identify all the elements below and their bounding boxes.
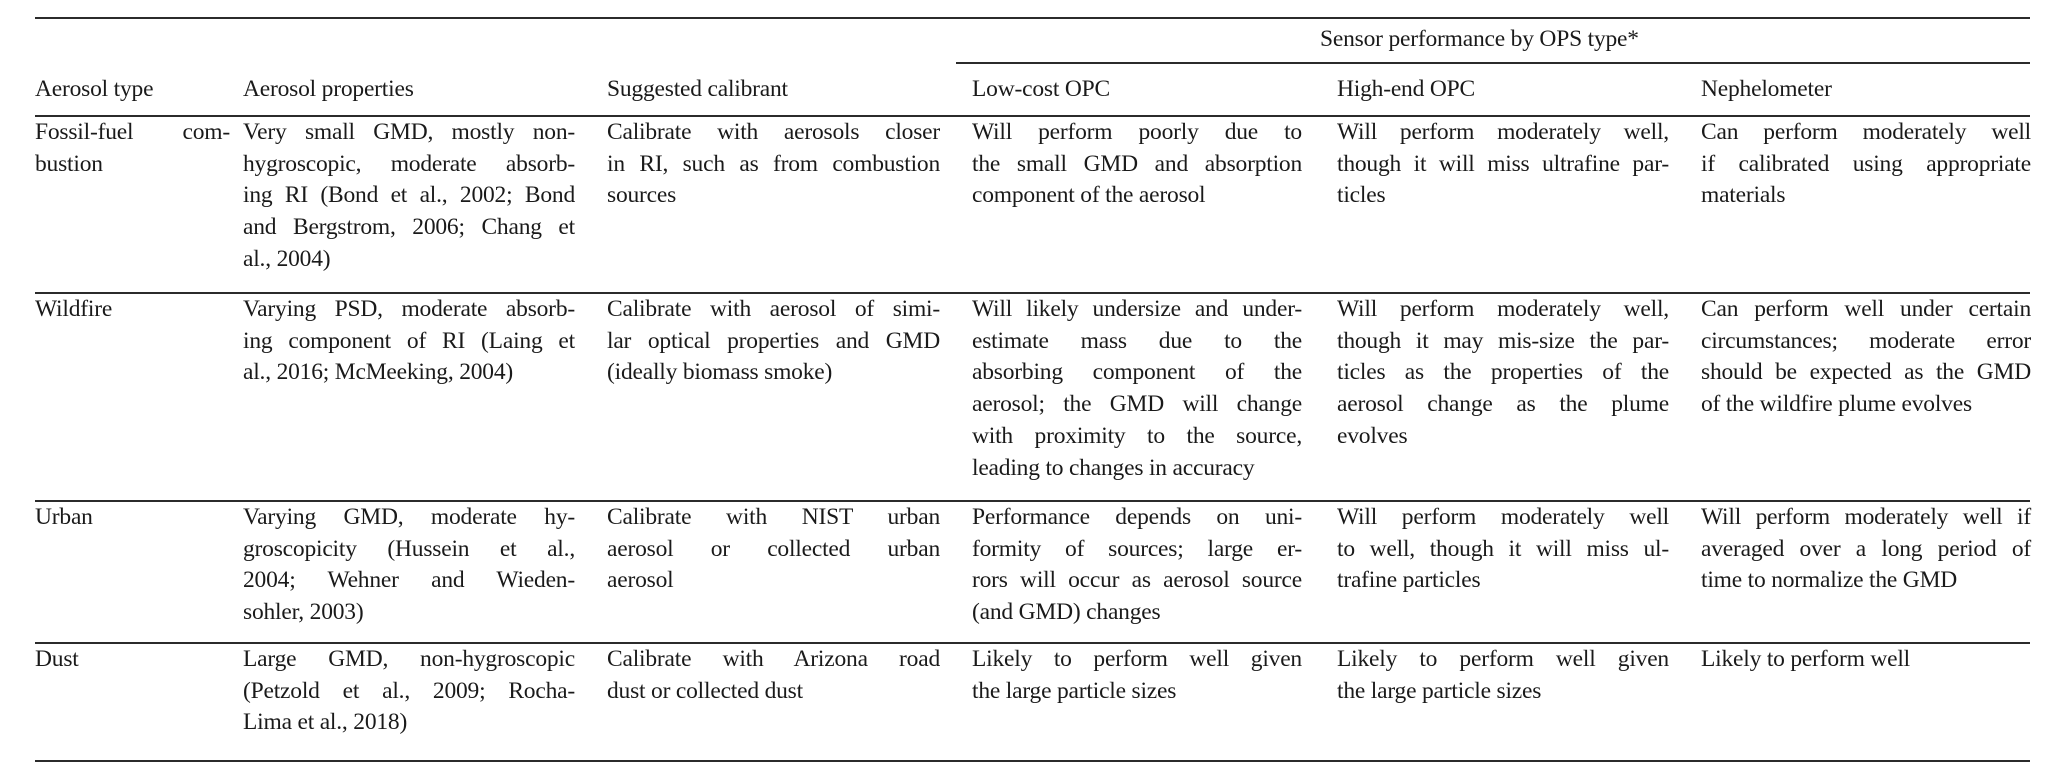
cell-line: in RI, such as from combustion bbox=[607, 150, 940, 177]
cell-line: component of the aerosol bbox=[972, 182, 1206, 209]
cell-line: Calibrate with aerosols closer bbox=[607, 119, 940, 145]
cell-line: of the wildfire plume evolves bbox=[1701, 391, 1972, 418]
cell-line: Can perform moderately well bbox=[1701, 119, 2031, 145]
cell-line: al., 2016; McMeeking, 2004) bbox=[243, 359, 514, 386]
column-header-suggested-calibrant: Suggested calibrant bbox=[607, 76, 788, 102]
cell-line: ticles bbox=[1337, 182, 1386, 209]
cell-nephelometer bbox=[1701, 502, 2031, 597]
cell-line: Will perform moderately well if bbox=[1701, 504, 2031, 530]
cell-high-end-opc bbox=[1337, 502, 1669, 597]
cell-line: groscopicity (Hussein et al., bbox=[243, 535, 575, 562]
cell-line: dust or collected dust bbox=[607, 677, 803, 704]
cell-line: with proximity to the source, bbox=[972, 422, 1302, 449]
cell-line: materials bbox=[1701, 182, 1786, 209]
cell-line: Will perform moderately well, bbox=[1337, 119, 1669, 145]
cell-line: Fossil-fuel com- bbox=[35, 119, 230, 145]
cell-line: ing RI (Bond et al., 2002; Bond bbox=[243, 182, 575, 209]
cell-line: though it will miss ultrafine par- bbox=[1337, 150, 1669, 177]
cell-line: Very small GMD, mostly non- bbox=[243, 119, 575, 145]
cell-nephelometer bbox=[1701, 644, 2031, 676]
cell-low-cost-opc bbox=[972, 502, 1302, 629]
top-rule bbox=[35, 17, 2030, 19]
cell-line: lar optical properties and GMD bbox=[607, 327, 940, 354]
cell-line: Will perform moderately well bbox=[1337, 504, 1669, 530]
cell-line: time to normalize the GMD bbox=[1701, 567, 1958, 594]
cell-nephelometer bbox=[1701, 117, 2031, 212]
cell-high-end-opc bbox=[1337, 117, 1669, 212]
cell-low-cost-opc bbox=[972, 294, 1302, 484]
column-header-nephelometer: Nephelometer bbox=[1701, 76, 1832, 102]
cell-aerosol-type bbox=[35, 294, 230, 326]
cell-line: 2004; Wehner and Wieden- bbox=[243, 567, 575, 594]
group-header-rule bbox=[956, 62, 2030, 64]
cell-line: evolves bbox=[1337, 422, 1408, 449]
cell-aerosol-type bbox=[35, 644, 230, 676]
cell-line: Varying PSD, moderate absorb- bbox=[243, 296, 575, 322]
cell-line: Large GMD, non-hygroscopic bbox=[243, 646, 575, 672]
cell-suggested-calibrant bbox=[607, 117, 940, 212]
cell-line: Likely to perform well given bbox=[1337, 646, 1669, 672]
cell-line: if calibrated using appropriate bbox=[1701, 150, 2031, 177]
bottom-rule bbox=[35, 760, 2030, 762]
cell-line: aerosol; the GMD will change bbox=[972, 391, 1302, 418]
cell-line: sources bbox=[607, 182, 677, 209]
cell-line: aerosol bbox=[607, 567, 674, 594]
column-header-high-end-opc: High-end OPC bbox=[1337, 76, 1475, 102]
cell-high-end-opc bbox=[1337, 294, 1669, 453]
cell-line: Lima et al., 2018) bbox=[243, 709, 408, 736]
cell-suggested-calibrant bbox=[607, 294, 940, 389]
cell-line: (ideally biomass smoke) bbox=[607, 359, 833, 386]
cell-line: Likely to perform well given bbox=[972, 646, 1302, 672]
cell-suggested-calibrant bbox=[607, 644, 940, 707]
cell-line: aerosol change as the plume bbox=[1337, 391, 1669, 418]
cell-line: al., 2004) bbox=[243, 245, 331, 272]
cell-line: (and GMD) changes bbox=[972, 599, 1161, 626]
cell-aerosol-properties bbox=[243, 644, 575, 739]
cell-line: aerosol or collected urban bbox=[607, 535, 940, 562]
cell-line: Urban bbox=[35, 504, 93, 530]
cell-line: Likely to perform well bbox=[1701, 646, 1910, 672]
cell-line: trafine particles bbox=[1337, 567, 1481, 594]
cell-line: bustion bbox=[35, 150, 103, 177]
cell-line: Will likely undersize and under- bbox=[972, 296, 1302, 322]
cell-line: Will perform moderately well, bbox=[1337, 296, 1669, 322]
cell-line: Wildfire bbox=[35, 296, 113, 322]
cell-line: to well, though it will miss ul- bbox=[1337, 535, 1669, 562]
cell-line: Calibrate with Arizona road bbox=[607, 646, 940, 672]
cell-line: estimate mass due to the bbox=[972, 327, 1302, 354]
cell-line: Calibrate with aerosol of simi- bbox=[607, 296, 940, 322]
cell-aerosol-properties bbox=[243, 117, 575, 276]
cell-low-cost-opc bbox=[972, 117, 1302, 212]
cell-line: ticles as the properties of the bbox=[1337, 359, 1669, 386]
cell-aerosol-type bbox=[35, 117, 230, 180]
cell-line: sohler, 2003) bbox=[243, 599, 364, 626]
cell-line: the large particle sizes bbox=[972, 677, 1177, 704]
cell-line: though it may mis-size the par- bbox=[1337, 327, 1669, 354]
cell-line: and Bergstrom, 2006; Chang et bbox=[243, 214, 575, 241]
column-header-aerosol-type: Aerosol type bbox=[35, 76, 154, 102]
cell-line: Will perform poorly due to bbox=[972, 119, 1302, 145]
group-header: Sensor performance by OPS type* bbox=[1320, 26, 1639, 52]
cell-line: (Petzold et al., 2009; Rocha- bbox=[243, 677, 575, 704]
cell-line: Calibrate with NIST urban bbox=[607, 504, 940, 530]
column-header-aerosol-properties: Aerosol properties bbox=[243, 76, 414, 102]
cell-nephelometer bbox=[1701, 294, 2031, 421]
cell-line: circumstances; moderate error bbox=[1701, 327, 2031, 354]
cell-line: Performance depends on uni- bbox=[972, 504, 1302, 530]
cell-line: the large particle sizes bbox=[1337, 677, 1542, 704]
cell-line: rors will occur as aerosol source bbox=[972, 567, 1302, 594]
cell-line: absorbing component of the bbox=[972, 359, 1302, 386]
cell-aerosol-properties bbox=[243, 502, 575, 629]
column-header-low-cost-opc: Low-cost OPC bbox=[972, 76, 1110, 102]
cell-line: hygroscopic, moderate absorb- bbox=[243, 150, 575, 177]
cell-suggested-calibrant bbox=[607, 502, 940, 597]
cell-aerosol-type bbox=[35, 502, 230, 534]
cell-low-cost-opc bbox=[972, 644, 1302, 707]
cell-line: should be expected as the GMD bbox=[1701, 359, 2031, 386]
cell-aerosol-properties bbox=[243, 294, 575, 389]
cell-line: ing component of RI (Laing et bbox=[243, 327, 575, 354]
cell-line: Dust bbox=[35, 646, 79, 672]
cell-line: leading to changes in accuracy bbox=[972, 454, 1255, 481]
cell-line: averaged over a long period of bbox=[1701, 535, 2031, 562]
cell-high-end-opc bbox=[1337, 644, 1669, 707]
cell-line: the small GMD and absorption bbox=[972, 150, 1302, 177]
cell-line: Can perform well under certain bbox=[1701, 296, 2031, 322]
cell-line: Varying GMD, moderate hy- bbox=[243, 504, 575, 530]
cell-line: formity of sources; large er- bbox=[972, 535, 1302, 562]
